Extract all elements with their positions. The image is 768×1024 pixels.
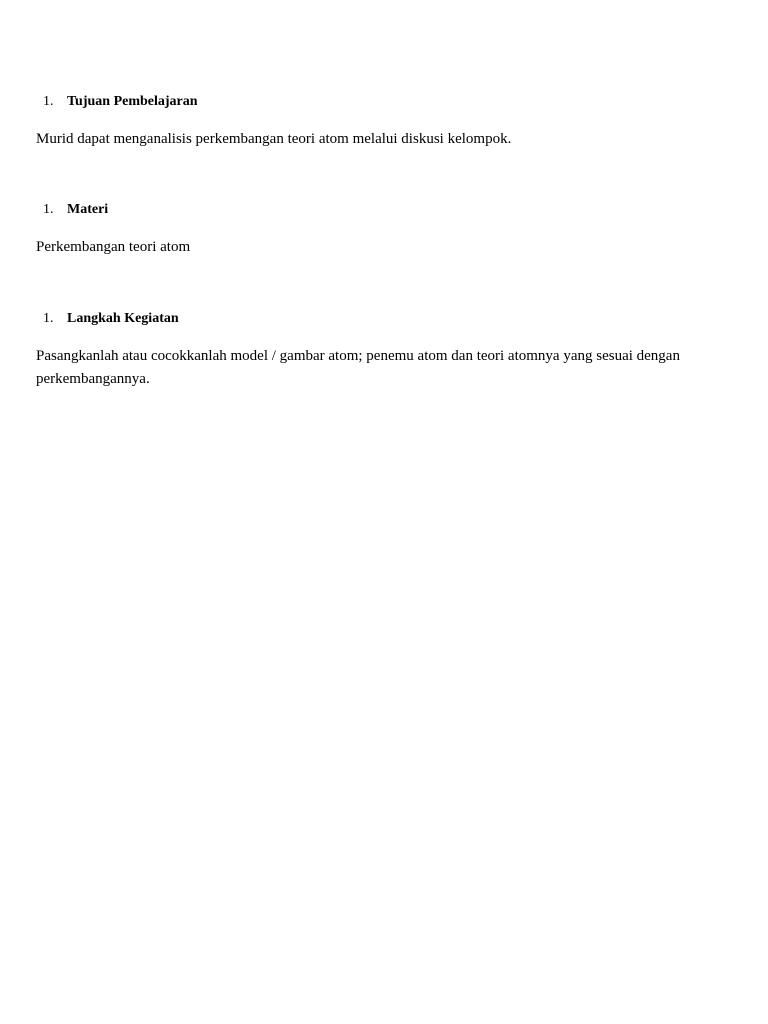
section-materi [36, 200, 732, 255]
section-title: Tujuan Pembelajaran [67, 94, 198, 109]
section-title: Langkah Kegiatan [67, 311, 179, 326]
section-langkah-kegiatan [36, 309, 732, 387]
section-title: Materi [67, 202, 109, 217]
list-number: 1. [43, 311, 54, 326]
section-body: Murid dapat menganalisis perkembangan teori atom melalui diskusi kelompok. [36, 131, 512, 147]
section-tujuan-pembelajaran [36, 92, 732, 147]
section-body: Pasangkanlah atau cocokkanlah model / gambar atom; penemu atom dan teori atomnya yang sesuai dengan perkembangannya. [36, 348, 680, 387]
section-body: Perkembangan teori atom [36, 239, 191, 255]
list-number: 1. [43, 94, 54, 109]
list-number: 1. [43, 202, 54, 217]
section-heading [36, 200, 732, 220]
section-heading [36, 92, 732, 112]
section-heading [36, 309, 732, 329]
